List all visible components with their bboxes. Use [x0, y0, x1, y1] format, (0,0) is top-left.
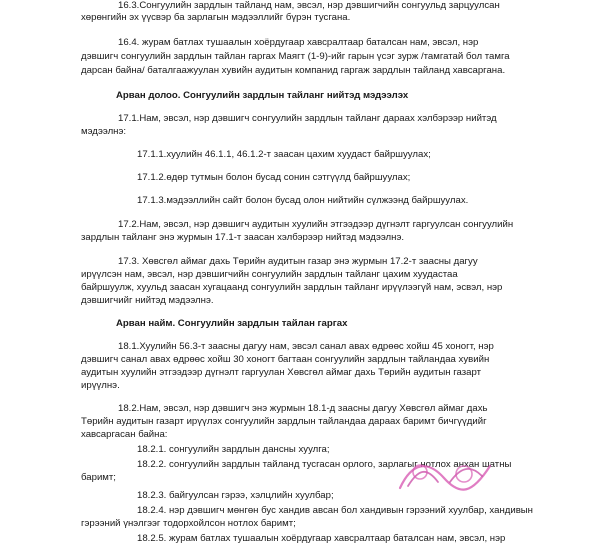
text-line: хавсаргасан байна: — [81, 429, 168, 440]
text-line: 18.2.4. нэр дэвшигч мөнгөн бус хандив авсан бол хандивын гэрээний хуулбар, хандивын — [137, 505, 533, 516]
section-heading: Арван найм. Сонгуулийн зардлын тайлан гаргах — [116, 318, 348, 329]
text-line: ирүүлнэ. — [81, 380, 120, 391]
text-line: 18.1.Хуулийн 56.3-т заасны дагуу нам, эвсэл санал авах өдрөөс хойш 45 хоногт, нэр — [118, 341, 494, 352]
stamp-mark — [392, 452, 496, 492]
text-line: ирүүлсэн нам, эвсэл, нэр дэвшигчийн сонгуулийн зардлын тайланг цахим хуудастаа — [81, 269, 458, 280]
text-line: дэвшигчийг нийтэд мэдээлнэ. — [81, 295, 214, 306]
text-line: хөрөнгийн эх үүсвэр ба зарлагын мэдээллийг бүрэн тусгана. — [81, 12, 351, 23]
text-line: Төрийн аудитын газарт ирүүлэх сонгуулийн зардлын тайландаа дараах баримт бичгүүдийг — [81, 416, 487, 427]
text-line: 17.1.2.өдөр тутмын болон бусад сонин сэтгүүлд байршуулах; — [137, 172, 411, 183]
text-line: 17.2.Нам, эвсэл, нэр дэвшигч аудитын хуулийн этгээдээр дүгнэлт гаргуулсан сонгуулийн — [118, 219, 514, 230]
text-line: 17.1.1.хуулийн 46.1.1, 46.1.2-т заасан цахим хуудаст байршуулах; — [137, 149, 431, 160]
text-line: 17.1.3.мэдээллийн сайт болон бусад олон нийтийн сүлжээнд байршуулах. — [137, 195, 469, 206]
text-line: 18.2.3. байгуулсан гэрээ, хэлцлийн хуулбар; — [137, 490, 334, 501]
text-line: 18.2.Нам, эвсэл, нэр дэвшигч энэ журмын 18.1-д заасны дагуу Хөвсгөл аймаг дахь — [118, 403, 488, 414]
text-line: 17.1.Нам, эвсэл, нэр дэвшигч сонгуулийн зардлын тайланг дараах хэлбэрээр нийтэд — [118, 113, 497, 124]
text-line: дэвшигч сонгуулийн зардлын тайлан гаргах Маягт (1-9)-ийг гарын үсэг зурж /тамгатай бол тамга — [81, 51, 510, 62]
text-line: 16.4. журам батлах тушаалын хоёрдугаар хавсралтаар баталсан нам, эвсэл, нэр — [118, 37, 479, 48]
text-line: баримт; — [81, 472, 116, 483]
text-line: зардлын тайланг энэ журмын 17.1-т заасан хэлбэрээр нийтэд мэдээлнэ. — [81, 232, 405, 243]
text-line: 17.3. Хөвсгөл аймаг дахь Төрийн аудитын газар энэ журмын 17.2-т заасны дагуу — [118, 256, 478, 267]
text-line: 18.2.5. журам батлах тушаалын хоёрдугаар хавсралтаар баталсан нам, эвсэл, нэр — [137, 533, 506, 544]
text-line: гэрээний үнэлгээг тодорхойлсон нотлох баримт; — [81, 518, 296, 529]
text-line: 16.3.Сонгуулийн зардлын тайланд нам, эвсэл, нэр дэвшигчийн сонгуульд зарцуулсан — [118, 0, 500, 11]
text-line: 18.2.2. сонгуулийн зардлын тайланд тусгасан орлого, зарлагыг нотлох анхан шатны — [137, 459, 512, 470]
text-line: байршуулж, хуульд заасан хугацаанд сонгуулийн зардлын тайланг ирүүлээгүй нам, эсвэл, нэр — [81, 282, 503, 293]
text-line: дэвшигч санал авах өдрөөс хойш 30 хоногт багтаан сонгуулийн зардлын тайландаа хувийн — [81, 354, 490, 365]
text-line: дарсан байна/ баталгаажуулан хувийн аудитын компанид гаргаж зардлын тайланд хавсаргана. — [81, 65, 506, 76]
section-heading: Арван долоо. Сонгуулийн зардлын тайланг нийтэд мэдээлэх — [116, 90, 409, 101]
text-line: 18.2.1. сонгуулийн зардлын дансны хуулга; — [137, 444, 330, 455]
text-line: аудитын хуулийн этгээдээр дүгнэлт гаргуулан Хөвсгөл аймаг дахь Төрийн аудитын газарт — [81, 367, 482, 378]
text-line: мэдээлнэ: — [81, 126, 127, 137]
